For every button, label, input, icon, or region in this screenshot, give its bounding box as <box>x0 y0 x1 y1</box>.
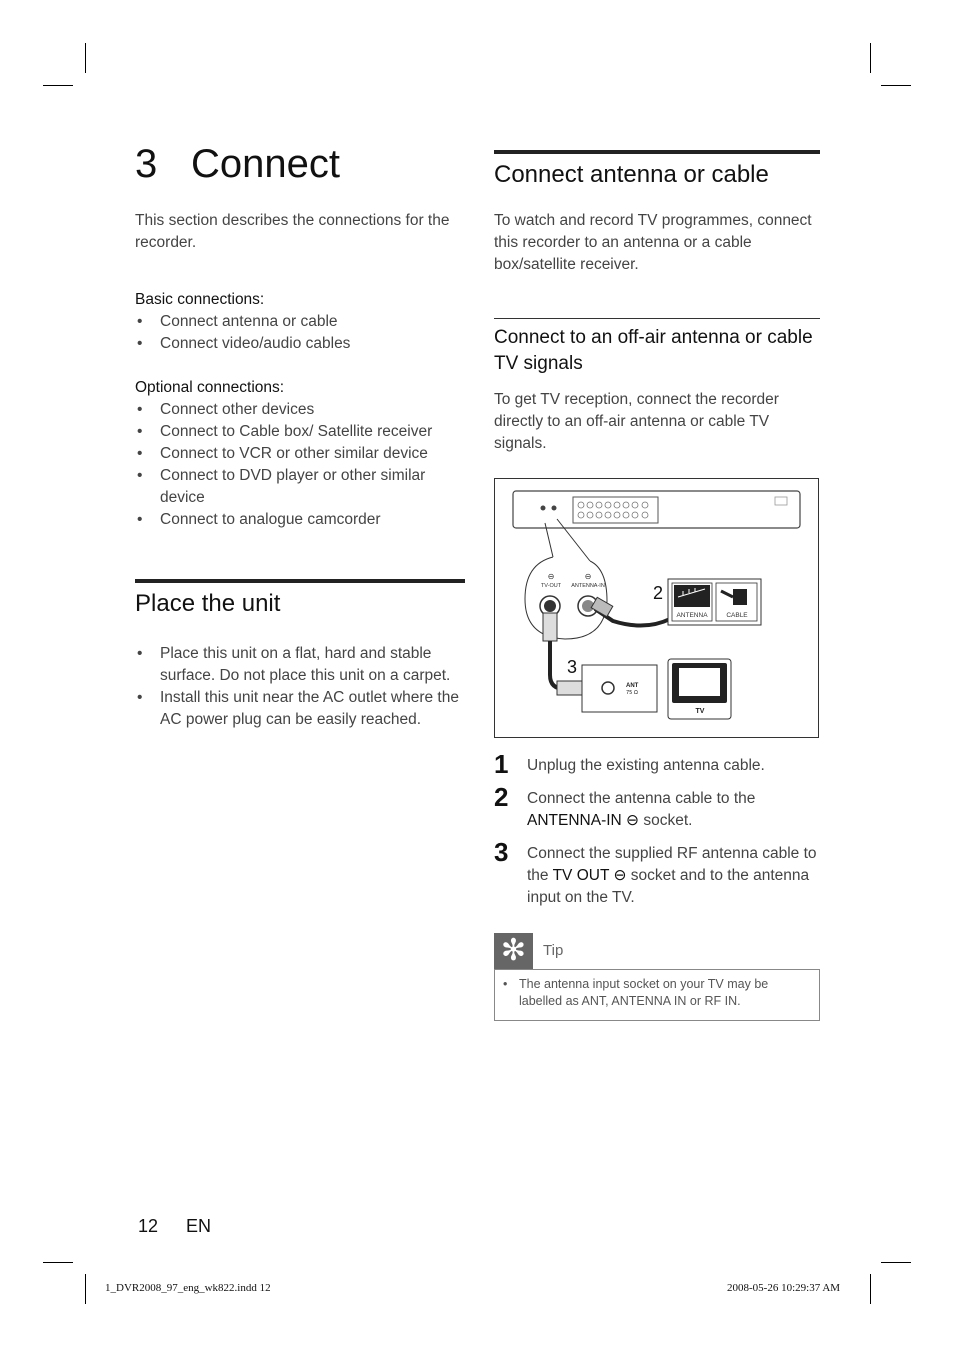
crop-mark <box>870 43 871 73</box>
connection-diagram <box>494 478 819 738</box>
rf-socket-small <box>552 506 557 511</box>
step-1 <box>494 749 820 779</box>
tip-asterisk-icon: ✻ <box>494 933 533 969</box>
step-text-post: socket. <box>643 812 693 829</box>
list-item: • Connect to DVD player or other similar device <box>135 465 465 509</box>
page-number: 12 <box>138 1216 159 1236</box>
slug-filename: 1_DVR2008_97_eng_wk822.indd 12 <box>105 1282 271 1294</box>
offair-intro: To get TV reception, connect the recorder directly to an off-air antenna or cable TV signals. <box>494 391 779 452</box>
list-item: • Connect to VCR or other similar device <box>135 443 465 465</box>
place-unit-list <box>135 643 465 731</box>
step-text-pre: Connect the supplied RF antenna cable to the <box>527 845 817 884</box>
list-item: • Connect antenna or cable <box>135 311 465 333</box>
step-3 <box>494 837 820 909</box>
rf-symbol-icon: ⊖ <box>626 812 640 829</box>
rf-symbol-icon: ⊖ <box>584 572 592 581</box>
step-marker-3: 3 <box>567 657 578 677</box>
list-item: • Connect to analogue camcorder <box>135 509 465 531</box>
tv-out-label: TV-OUT <box>540 583 562 589</box>
connection-illustration <box>495 479 818 737</box>
tv-input-panel <box>582 665 657 712</box>
step-number: 2 <box>494 782 509 812</box>
crop-mark <box>870 1274 871 1304</box>
section-rule <box>494 150 820 154</box>
cable-outlet-icon <box>733 589 747 605</box>
step-text <box>527 788 820 832</box>
list-item: • Install this unit near the AC outlet where the AC power plug can be easily reached. <box>135 687 465 731</box>
antenna-section-intro: To watch and record TV programmes, connect this recorder to an antenna or a cable box/satellite receiver. <box>494 212 812 273</box>
tv-screen-icon <box>679 668 720 696</box>
basic-heading: Basic connections: <box>135 291 265 308</box>
cable-box-label: CABLE <box>726 612 748 619</box>
step-keyword: ANTENNA-IN <box>527 812 622 829</box>
tv-out-socket-core <box>544 600 556 612</box>
step-text-post: socket and to the antenna input on the TV. <box>527 867 810 906</box>
antenna-box-label: ANTENNA <box>676 612 708 619</box>
chapter-number: 3 <box>135 142 158 186</box>
tip-box <box>494 933 820 1021</box>
tv-ant-label: ANT <box>626 683 639 689</box>
rf-socket-small <box>541 506 546 511</box>
slug-timestamp: 2008-05-26 10:29:37 AM <box>727 1282 841 1294</box>
crop-mark <box>85 1274 86 1304</box>
list-item: • Place this unit on a flat, hard and stable surface. Do not place this unit on a carpet. <box>135 643 465 687</box>
antenna-in-label: ANTENNA-IN <box>571 583 605 589</box>
step-text <box>527 843 820 909</box>
tip-text: • The antenna input socket on your TV may be labelled as ANT, ANTENNA IN or RF IN. <box>494 969 820 1021</box>
place-unit-title: Place the unit <box>135 590 281 617</box>
optional-heading: Optional connections: <box>135 379 285 396</box>
antenna-section-title: Connect antenna or cable <box>494 161 769 188</box>
list-item: • Connect to Cable box/ Satellite receiver <box>135 421 465 443</box>
step-2 <box>494 782 820 832</box>
step-number: 1 <box>494 749 509 779</box>
rf-symbol-icon: ⊖ <box>613 867 627 884</box>
right-column <box>494 150 820 455</box>
list-item: • Connect video/audio cables <box>135 333 465 355</box>
crop-mark <box>43 85 73 86</box>
list-item: • Connect other devices <box>135 399 465 421</box>
tv-ohm-label: 75 Ω <box>626 690 638 696</box>
basic-list <box>135 311 465 355</box>
subsection-rule <box>494 318 820 319</box>
step-marker-2: 2 <box>653 583 664 603</box>
antenna-icon <box>674 585 710 607</box>
left-column <box>135 140 465 731</box>
crop-mark <box>85 43 86 73</box>
chapter-title <box>135 140 465 188</box>
language-code: EN <box>186 1216 212 1236</box>
step-keyword: TV OUT <box>552 867 610 884</box>
rf-plug <box>543 613 557 641</box>
step-text: Unplug the existing antenna cable. <box>527 757 765 774</box>
section-rule <box>135 579 465 583</box>
intro-text: This section describes the connections for the recorder. <box>135 212 450 251</box>
step-number: 3 <box>494 837 509 867</box>
offair-title: Connect to an off-air antenna or cable TV signals <box>494 327 813 374</box>
crop-mark <box>43 1262 73 1263</box>
optional-list <box>135 399 465 531</box>
tv-ant-socket <box>602 682 614 694</box>
crop-mark <box>881 1262 911 1263</box>
crop-mark <box>881 85 911 86</box>
step-text-pre: Connect the antenna cable to the <box>527 790 756 807</box>
tv-label: TV <box>695 708 705 715</box>
chapter-name: Connect <box>191 142 340 186</box>
tip-label: Tip <box>543 942 564 959</box>
rf-symbol-icon: ⊖ <box>547 572 555 581</box>
